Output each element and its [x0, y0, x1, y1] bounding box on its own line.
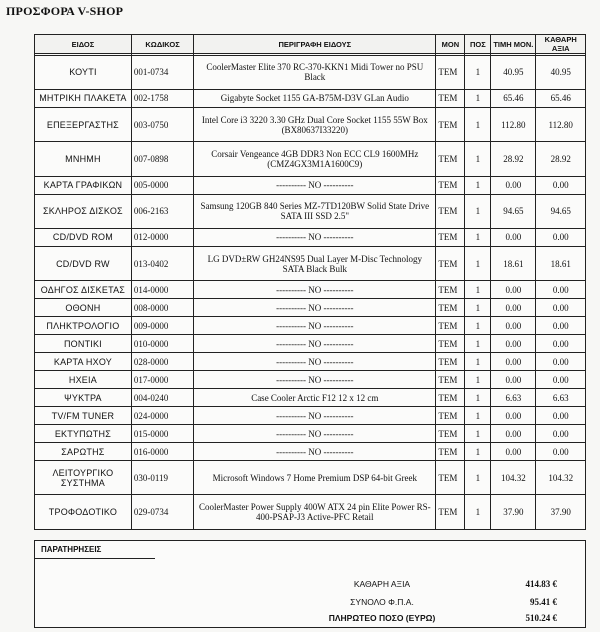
item-unit-cell: TEM: [436, 407, 465, 425]
item-code-cell: 016-0000: [131, 443, 193, 461]
item-description-cell: Gigabyte Socket 1155 GA-B75M-D3V GLan Audio: [194, 89, 436, 107]
vat-total-label: ΣΥΝΟΛΟ Φ.Π.Α.: [350, 597, 414, 607]
item-category-cell: ΠΟΝΤΙΚΙ: [35, 335, 132, 353]
item-unit-cell: TEM: [436, 461, 465, 495]
item-description-cell: ---------- NO ----------: [194, 176, 436, 194]
item-qty-cell: 1: [465, 55, 491, 89]
item-qty-cell: 1: [465, 89, 491, 107]
item-unit-price-cell: 112.80: [491, 107, 536, 141]
item-qty-cell: 1: [465, 389, 491, 407]
table-row: [35, 389, 586, 407]
item-qty-cell: 1: [465, 228, 491, 246]
item-category-cell: ΟΘΟΝΗ: [35, 299, 132, 317]
item-code-cell: 006-2163: [131, 194, 193, 228]
item-description-cell: Case Cooler Arctic F12 12 x 12 cm: [194, 389, 436, 407]
item-qty-cell: 1: [465, 335, 491, 353]
item-unit-price-cell: 6.63: [491, 389, 536, 407]
item-code-cell: 012-0000: [131, 228, 193, 246]
item-unit-cell: TEM: [436, 194, 465, 228]
item-unit-cell: TEM: [436, 107, 465, 141]
item-net-value-cell: 94.65: [536, 194, 586, 228]
item-net-value-cell: 37.90: [536, 495, 586, 530]
notes-label: ΠΑΡΑΤΗΡΗΣΕΙΣ: [41, 545, 102, 554]
item-qty-cell: 1: [465, 461, 491, 495]
item-unit-cell: TEM: [436, 353, 465, 371]
column-header-qty: ΠΟΣ: [465, 35, 491, 54]
item-unit-cell: TEM: [436, 317, 465, 335]
item-unit-price-cell: 37.90: [491, 495, 536, 530]
item-description-cell: ---------- NO ----------: [194, 371, 436, 389]
item-unit-price-cell: 0.00: [491, 176, 536, 194]
item-code-cell: 015-0000: [131, 425, 193, 443]
item-net-value-cell: 18.61: [536, 246, 586, 280]
item-unit-price-cell: 0.00: [491, 353, 536, 371]
table-row: [35, 371, 586, 389]
item-unit-cell: TEM: [436, 389, 465, 407]
item-unit-cell: TEM: [436, 142, 465, 176]
table-row: [35, 425, 586, 443]
item-net-value-cell: 0.00: [536, 443, 586, 461]
item-net-value-cell: 65.46: [536, 89, 586, 107]
item-net-value-cell: 104.32: [536, 461, 586, 495]
item-code-cell: 005-0000: [131, 176, 193, 194]
item-description-cell: ---------- NO ----------: [194, 425, 436, 443]
table-row: [35, 335, 586, 353]
item-category-cell: ΚΑΡΤΑ ΗΧΟΥ: [35, 353, 132, 371]
item-code-cell: 010-0000: [131, 335, 193, 353]
item-net-value-cell: 0.00: [536, 228, 586, 246]
item-description-cell: ---------- NO ----------: [194, 353, 436, 371]
column-header-unit: ΜΟΝ: [436, 35, 465, 54]
item-unit-cell: TEM: [436, 495, 465, 530]
item-unit-cell: TEM: [436, 228, 465, 246]
net-total-row: [307, 579, 557, 593]
item-code-cell: 007-0898: [131, 142, 193, 176]
item-unit-cell: TEM: [436, 335, 465, 353]
net-total-label: ΚΑΘΑΡΗ ΑΞΙΑ: [353, 579, 411, 589]
item-category-cell: ΕΚΤΥΠΩΤΗΣ: [35, 425, 132, 443]
item-net-value-cell: 6.63: [536, 389, 586, 407]
item-unit-price-cell: 0.00: [491, 407, 536, 425]
table-row: [35, 461, 586, 495]
item-qty-cell: 1: [465, 281, 491, 299]
item-category-cell: ΨΥΚΤΡΑ: [35, 389, 132, 407]
item-code-cell: 002-1758: [131, 89, 193, 107]
item-net-value-cell: 28.92: [536, 142, 586, 176]
table-row: [35, 142, 586, 176]
item-net-value-cell: 40.95: [536, 55, 586, 89]
item-description-cell: ---------- NO ----------: [194, 407, 436, 425]
table-row: [35, 246, 586, 280]
item-category-cell: ΕΠΕΞΕΡΓΑΣΤΗΣ: [35, 107, 132, 141]
table-row: [35, 407, 586, 425]
item-qty-cell: 1: [465, 407, 491, 425]
table-row: [35, 443, 586, 461]
item-description-cell: Corsair Vengeance 4GB DDR3 Non ECC CL9 1600MHz (CMZ4GX3M1A1600C9): [194, 142, 436, 176]
item-unit-cell: TEM: [436, 443, 465, 461]
item-unit-price-cell: 104.32: [491, 461, 536, 495]
table-row: [35, 281, 586, 299]
item-unit-cell: TEM: [436, 281, 465, 299]
table-row: [35, 194, 586, 228]
item-code-cell: 008-0000: [131, 299, 193, 317]
item-unit-price-cell: 0.00: [491, 425, 536, 443]
item-net-value-cell: 0.00: [536, 317, 586, 335]
table-row: [35, 176, 586, 194]
table-header-row: [35, 35, 586, 54]
table-row: [35, 89, 586, 107]
column-header-net-value: ΚΑΘΑΡΗ ΑΞΙΑ: [536, 35, 586, 54]
item-description-cell: ---------- NO ----------: [194, 443, 436, 461]
item-unit-price-cell: 18.61: [491, 246, 536, 280]
item-qty-cell: 1: [465, 107, 491, 141]
vat-total-row: [307, 597, 557, 611]
grand-total-value: 510.24 €: [525, 613, 557, 623]
item-code-cell: 001-0734: [131, 55, 193, 89]
vat-total-value: 95.41 €: [530, 597, 557, 607]
table-row: [35, 228, 586, 246]
items-table: [34, 34, 586, 530]
table-row: [35, 353, 586, 371]
item-qty-cell: 1: [465, 425, 491, 443]
notes-divider: [35, 558, 155, 559]
item-category-cell: TV/FM TUNER: [35, 407, 132, 425]
table-row: [35, 495, 586, 530]
item-net-value-cell: 0.00: [536, 407, 586, 425]
item-unit-price-cell: 40.95: [491, 55, 536, 89]
item-description-cell: ---------- NO ----------: [194, 299, 436, 317]
item-qty-cell: 1: [465, 176, 491, 194]
item-unit-price-cell: 0.00: [491, 228, 536, 246]
item-description-cell: ---------- NO ----------: [194, 281, 436, 299]
item-unit-price-cell: 0.00: [491, 443, 536, 461]
item-unit-cell: TEM: [436, 371, 465, 389]
item-qty-cell: 1: [465, 371, 491, 389]
item-category-cell: ΠΛΗΚΤΡΟΛΟΓΙΟ: [35, 317, 132, 335]
item-description-cell: ---------- NO ----------: [194, 317, 436, 335]
item-category-cell: ΚΑΡΤΑ ΓΡΑΦΙΚΩΝ: [35, 176, 132, 194]
item-category-cell: ΣΑΡΩΤΗΣ: [35, 443, 132, 461]
item-unit-price-cell: 0.00: [491, 371, 536, 389]
item-net-value-cell: 0.00: [536, 176, 586, 194]
item-unit-cell: TEM: [436, 55, 465, 89]
item-unit-cell: TEM: [436, 425, 465, 443]
item-unit-cell: TEM: [436, 176, 465, 194]
item-unit-price-cell: 0.00: [491, 335, 536, 353]
item-net-value-cell: 112.80: [536, 107, 586, 141]
item-code-cell: 017-0000: [131, 371, 193, 389]
item-description-cell: Intel Core i3 3220 3.30 GHz Dual Core Socket 1155 55W Box (BX80637I33220): [194, 107, 436, 141]
item-qty-cell: 1: [465, 299, 491, 317]
item-description-cell: CoolerMaster Power Supply 400W ATX 24 pin Elite Power RS-400-PSAP-J3 Active-PFC Retail: [194, 495, 436, 530]
item-category-cell: ΣΚΛΗΡΟΣ ΔΙΣΚΟΣ: [35, 194, 132, 228]
item-unit-price-cell: 65.46: [491, 89, 536, 107]
column-header-unit-price: ΤΙΜΗ ΜΟΝ.: [491, 35, 536, 54]
column-header-description: ΠΕΡΙΓΡΑΦΗ ΕΙΔΟΥΣ: [194, 35, 436, 54]
item-qty-cell: 1: [465, 194, 491, 228]
item-category-cell: CD/DVD RW: [35, 246, 132, 280]
item-net-value-cell: 0.00: [536, 299, 586, 317]
item-description-cell: Microsoft Windows 7 Home Premium DSP 64-bit Greek: [194, 461, 436, 495]
table-row: [35, 55, 586, 89]
item-description-cell: Samsung 120GB 840 Series MZ-7TD120BW Solid State Drive SATA III SSD 2.5": [194, 194, 436, 228]
item-unit-price-cell: 0.00: [491, 317, 536, 335]
table-row: [35, 299, 586, 317]
item-unit-cell: TEM: [436, 299, 465, 317]
item-code-cell: 004-0240: [131, 389, 193, 407]
item-unit-price-cell: 0.00: [491, 299, 536, 317]
item-code-cell: 009-0000: [131, 317, 193, 335]
item-code-cell: 029-0734: [131, 495, 193, 530]
item-qty-cell: 1: [465, 246, 491, 280]
notes-box: [34, 540, 586, 628]
item-unit-price-cell: 28.92: [491, 142, 536, 176]
item-category-cell: ΟΔΗΓΟΣ ΔΙΣΚΕΤΑΣ: [35, 281, 132, 299]
page-title: ΠΡΟΣΦΟΡΑ V-SHOP: [6, 4, 124, 18]
item-category-cell: ΤΡΟΦΟΔΟΤΙΚΟ: [35, 495, 132, 530]
item-code-cell: 013-0402: [131, 246, 193, 280]
column-header-code: ΚΩΔΙΚΟΣ: [131, 35, 193, 54]
item-description-cell: ---------- NO ----------: [194, 335, 436, 353]
item-qty-cell: 1: [465, 317, 491, 335]
item-unit-cell: TEM: [436, 89, 465, 107]
column-header-item: ΕΙΔΟΣ: [35, 35, 132, 54]
item-net-value-cell: 0.00: [536, 425, 586, 443]
item-code-cell: 030-0119: [131, 461, 193, 495]
table-row: [35, 107, 586, 141]
item-code-cell: 028-0000: [131, 353, 193, 371]
item-qty-cell: 1: [465, 495, 491, 530]
item-category-cell: ΜΗΤΡΙΚΗ ΠΛΑΚΕΤΑ: [35, 89, 132, 107]
item-code-cell: 024-0000: [131, 407, 193, 425]
item-description-cell: CoolerMaster Elite 370 RC-370-KKN1 Midi Tower no PSU Black: [194, 55, 436, 89]
item-qty-cell: 1: [465, 142, 491, 176]
item-category-cell: CD/DVD ROM: [35, 228, 132, 246]
item-category-cell: ΗΧΕΙΑ: [35, 371, 132, 389]
item-description-cell: LG DVD±RW GH24NS95 Dual Layer M-Disc Technology SATA Black Bulk: [194, 246, 436, 280]
item-net-value-cell: 0.00: [536, 281, 586, 299]
item-qty-cell: 1: [465, 353, 491, 371]
item-category-cell: ΜΝΗΜΗ: [35, 142, 132, 176]
net-total-value: 414.83 €: [525, 579, 557, 589]
item-description-cell: ---------- NO ----------: [194, 228, 436, 246]
item-net-value-cell: 0.00: [536, 335, 586, 353]
item-qty-cell: 1: [465, 443, 491, 461]
grand-total-row: [307, 613, 557, 627]
item-category-cell: ΚΟΥΤΙ: [35, 55, 132, 89]
grand-total-label: ΠΛΗΡΩΤΕΟ ΠΟΣΟ (ΕΥΡΩ): [328, 613, 436, 623]
item-unit-price-cell: 0.00: [491, 281, 536, 299]
table-row: [35, 317, 586, 335]
item-net-value-cell: 0.00: [536, 371, 586, 389]
item-unit-price-cell: 94.65: [491, 194, 536, 228]
item-net-value-cell: 0.00: [536, 353, 586, 371]
item-code-cell: 003-0750: [131, 107, 193, 141]
item-category-cell: ΛΕΙΤΟΥΡΓΙΚΟ ΣΥΣΤΗΜΑ: [35, 461, 132, 495]
item-unit-cell: TEM: [436, 246, 465, 280]
item-code-cell: 014-0000: [131, 281, 193, 299]
